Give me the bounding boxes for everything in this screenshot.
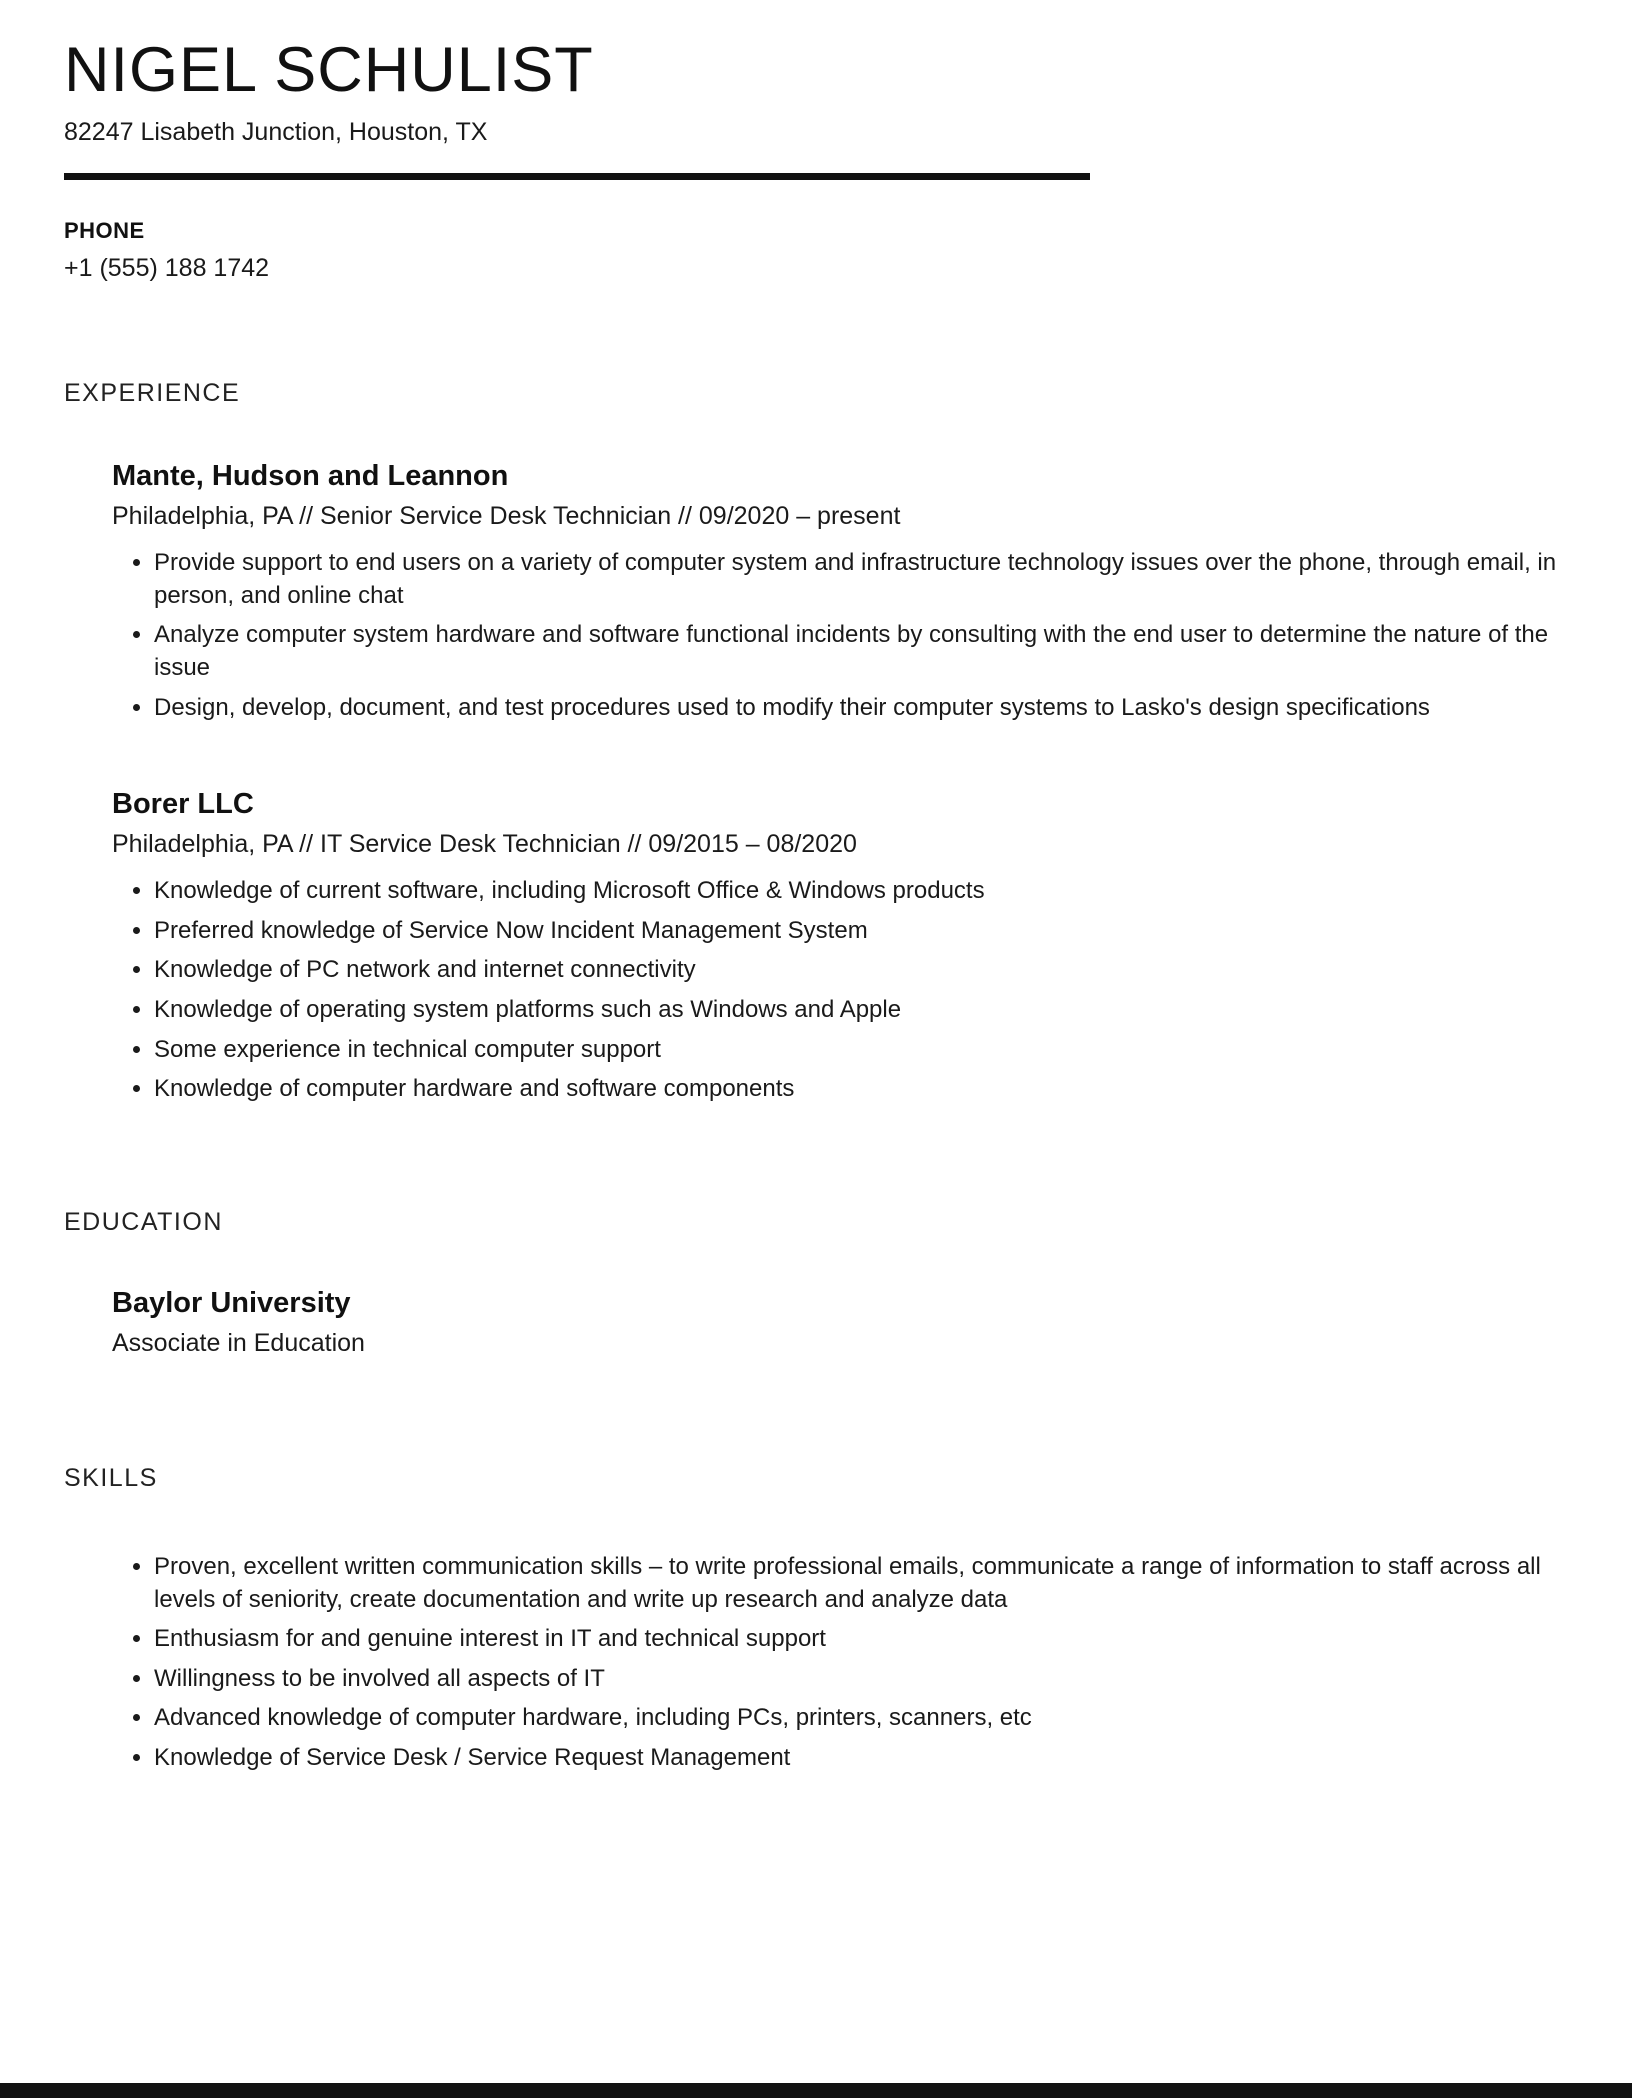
company-name: Mante, Hudson and Leannon: [112, 460, 509, 492]
contact-block: [64, 218, 1562, 283]
section-skills: [64, 1464, 1562, 1775]
company-name: Borer LLC: [112, 788, 254, 821]
bullet-item: • Preferred knowledge of Service Now Incident Management System: [154, 915, 1562, 948]
page-title: NIGEL SCHULIST: [64, 35, 594, 105]
bullet-item: • Proven, excellent written communication skills – to write professional emails, communicate a range of information to staff across all levels of seniority, create documentation and write up research and analyze data: [154, 1551, 1562, 1616]
job-entry: [112, 460, 1562, 724]
section-experience: [64, 379, 1562, 1106]
bullet-item: • Analyze computer system hardware and software functional incidents by consulting with the end user to determine the nature of the issue: [154, 619, 1562, 684]
footer-bar: [0, 2083, 1632, 2098]
phone-value: +1 (555) 188 1742: [64, 254, 270, 282]
resume-header: [64, 34, 1562, 283]
bullet-item: • Advanced knowledge of computer hardware, including PCs, printers, scanners, etc: [154, 1702, 1562, 1735]
skills-heading: SKILLS: [64, 1463, 158, 1492]
experience-heading: EXPERIENCE: [64, 379, 241, 407]
bullet-item: • Enthusiasm for and genuine interest in IT and technical support: [154, 1623, 1562, 1656]
bullet-item: • Knowledge of current software, including Microsoft Office & Windows products: [154, 875, 1562, 908]
bullet-item: • Knowledge of computer hardware and software components: [154, 1073, 1562, 1106]
bullet-item: • Knowledge of Service Desk / Service Request Management: [154, 1742, 1562, 1775]
job-meta: Philadelphia, PA // Senior Service Desk Technician // 09/2020 – present: [112, 502, 901, 530]
address: 82247 Lisabeth Junction, Houston, TX: [64, 118, 488, 146]
bullet-item: • Some experience in technical computer support: [154, 1034, 1562, 1067]
phone-label: PHONE: [64, 218, 145, 243]
section-education: [64, 1208, 1562, 1358]
bullet-item: • Provide support to end users on a variety of computer system and infrastructure technology issues over the phone, through email, in person, and online chat: [154, 547, 1562, 612]
school-name: Baylor University: [112, 1286, 351, 1319]
job-bullet-list: [112, 547, 1562, 724]
skills-bullet-list: [112, 1551, 1562, 1775]
header-divider: [64, 173, 1090, 180]
bullet-item: • Knowledge of operating system platforms such as Windows and Apple: [154, 994, 1562, 1027]
bullet-item: • Knowledge of PC network and internet connectivity: [154, 954, 1562, 987]
bullet-item: • Design, develop, document, and test procedures used to modify their computer systems to Lasko's design specifications: [154, 692, 1562, 725]
job-entry: [112, 788, 1562, 1106]
education-heading: EDUCATION: [64, 1207, 223, 1236]
job-meta: Philadelphia, PA // IT Service Desk Technician // 09/2015 – 08/2020: [112, 830, 857, 859]
education-entry: [112, 1287, 1562, 1358]
bullet-item: • Willingness to be involved all aspects of IT: [154, 1663, 1562, 1696]
degree: Associate in Education: [112, 1328, 365, 1357]
job-bullet-list: [112, 875, 1562, 1106]
